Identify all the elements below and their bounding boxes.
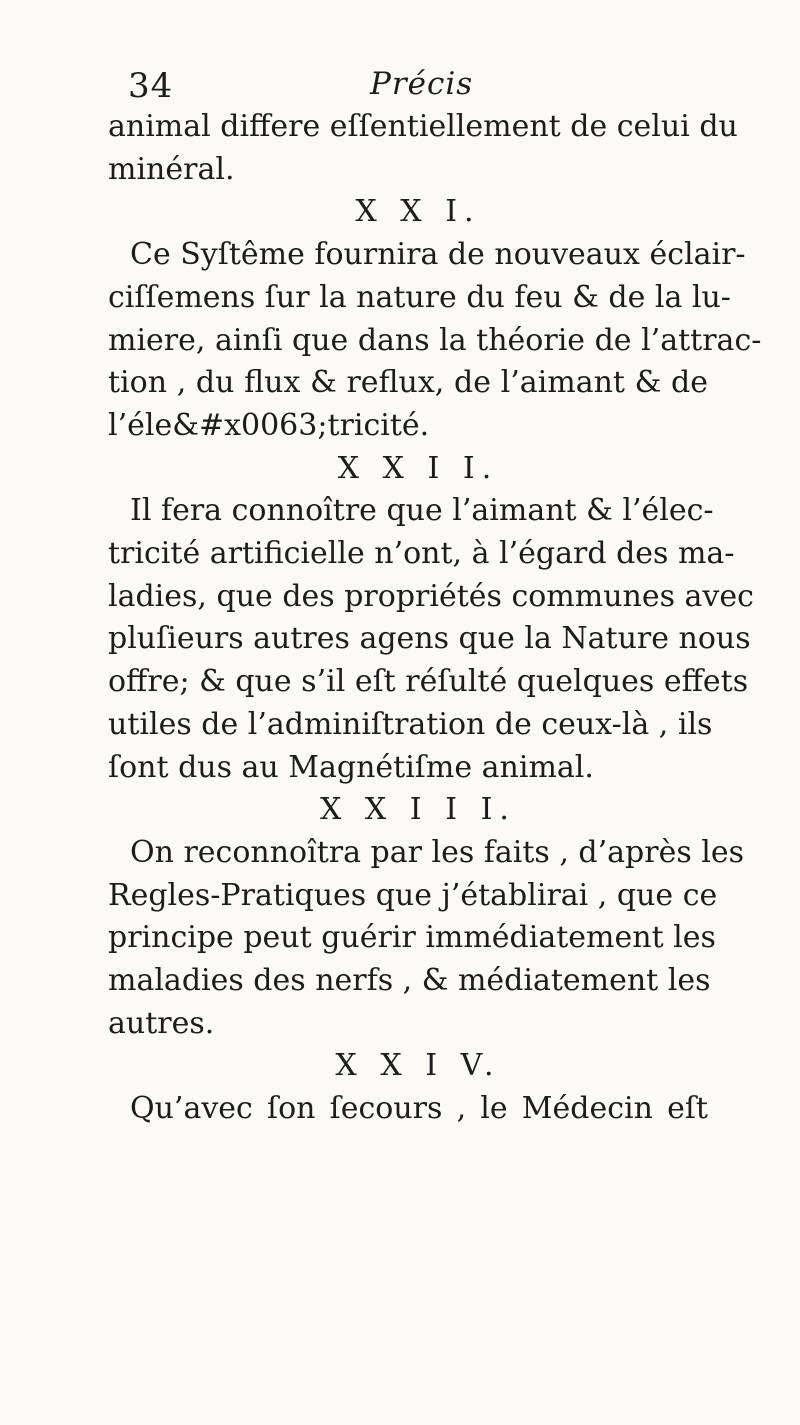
text-line: tricité artificielle n’ont, à l’égard des ma-: [108, 536, 735, 572]
text-line: miere, ainſi que dans la théorie de l’attrac-: [108, 322, 762, 358]
text-line: ciſſemens ſur la nature du feu & de la lu-: [108, 279, 731, 315]
text-line: autres.: [108, 1005, 215, 1041]
text-line: minéral.: [108, 151, 235, 187]
text-line: ſont dus au Magnétiſme animal.: [108, 749, 594, 785]
text-line: Ce Syſtême fournira de nouveaux éclair-: [130, 237, 746, 273]
text-line: On reconnoîtra par les faits , d’après les: [130, 834, 745, 870]
section-heading-xxii: X X I I.: [337, 450, 499, 486]
section-heading-xxiii: X X I I I.: [320, 792, 516, 828]
text-line: pluſieurs autres agens que la Nature nous: [108, 621, 751, 657]
section-heading-xxiv: X X I V.: [335, 1048, 501, 1084]
text-line: maladies des nerfs , & médiatement les: [108, 963, 711, 999]
text-line: ladies, que des propriétés communes avec: [108, 578, 754, 614]
text-line: animal differe eſſentiellement de celui du: [108, 109, 738, 144]
text-line: utiles de l’adminiſtration de ceux-là , ils: [108, 706, 713, 742]
body-text: [108, 106, 762, 1131]
text-line: tion , du flux & reflux, de l’aimant & de: [108, 365, 708, 401]
running-head: [0, 60, 800, 110]
text-line: Il fera connoître que l’aimant & l’élec-: [130, 493, 714, 529]
text-line: offre; & que s’il eſt réſulté quelques effets: [108, 664, 749, 700]
section-heading-xxi: X X I.: [355, 194, 481, 230]
text-line: Qu’avec ſon ſecours , le Médecin eſt: [130, 1091, 708, 1127]
text-line: principe peut guérir immédiatement les: [108, 920, 716, 956]
text-line: l’éle&#x0063;tricité.: [108, 407, 430, 443]
running-title: Précis: [370, 66, 474, 102]
page-number: 34: [128, 66, 174, 106]
text-line: Regles-Pratiques que j’établirai , que ce: [108, 877, 718, 913]
